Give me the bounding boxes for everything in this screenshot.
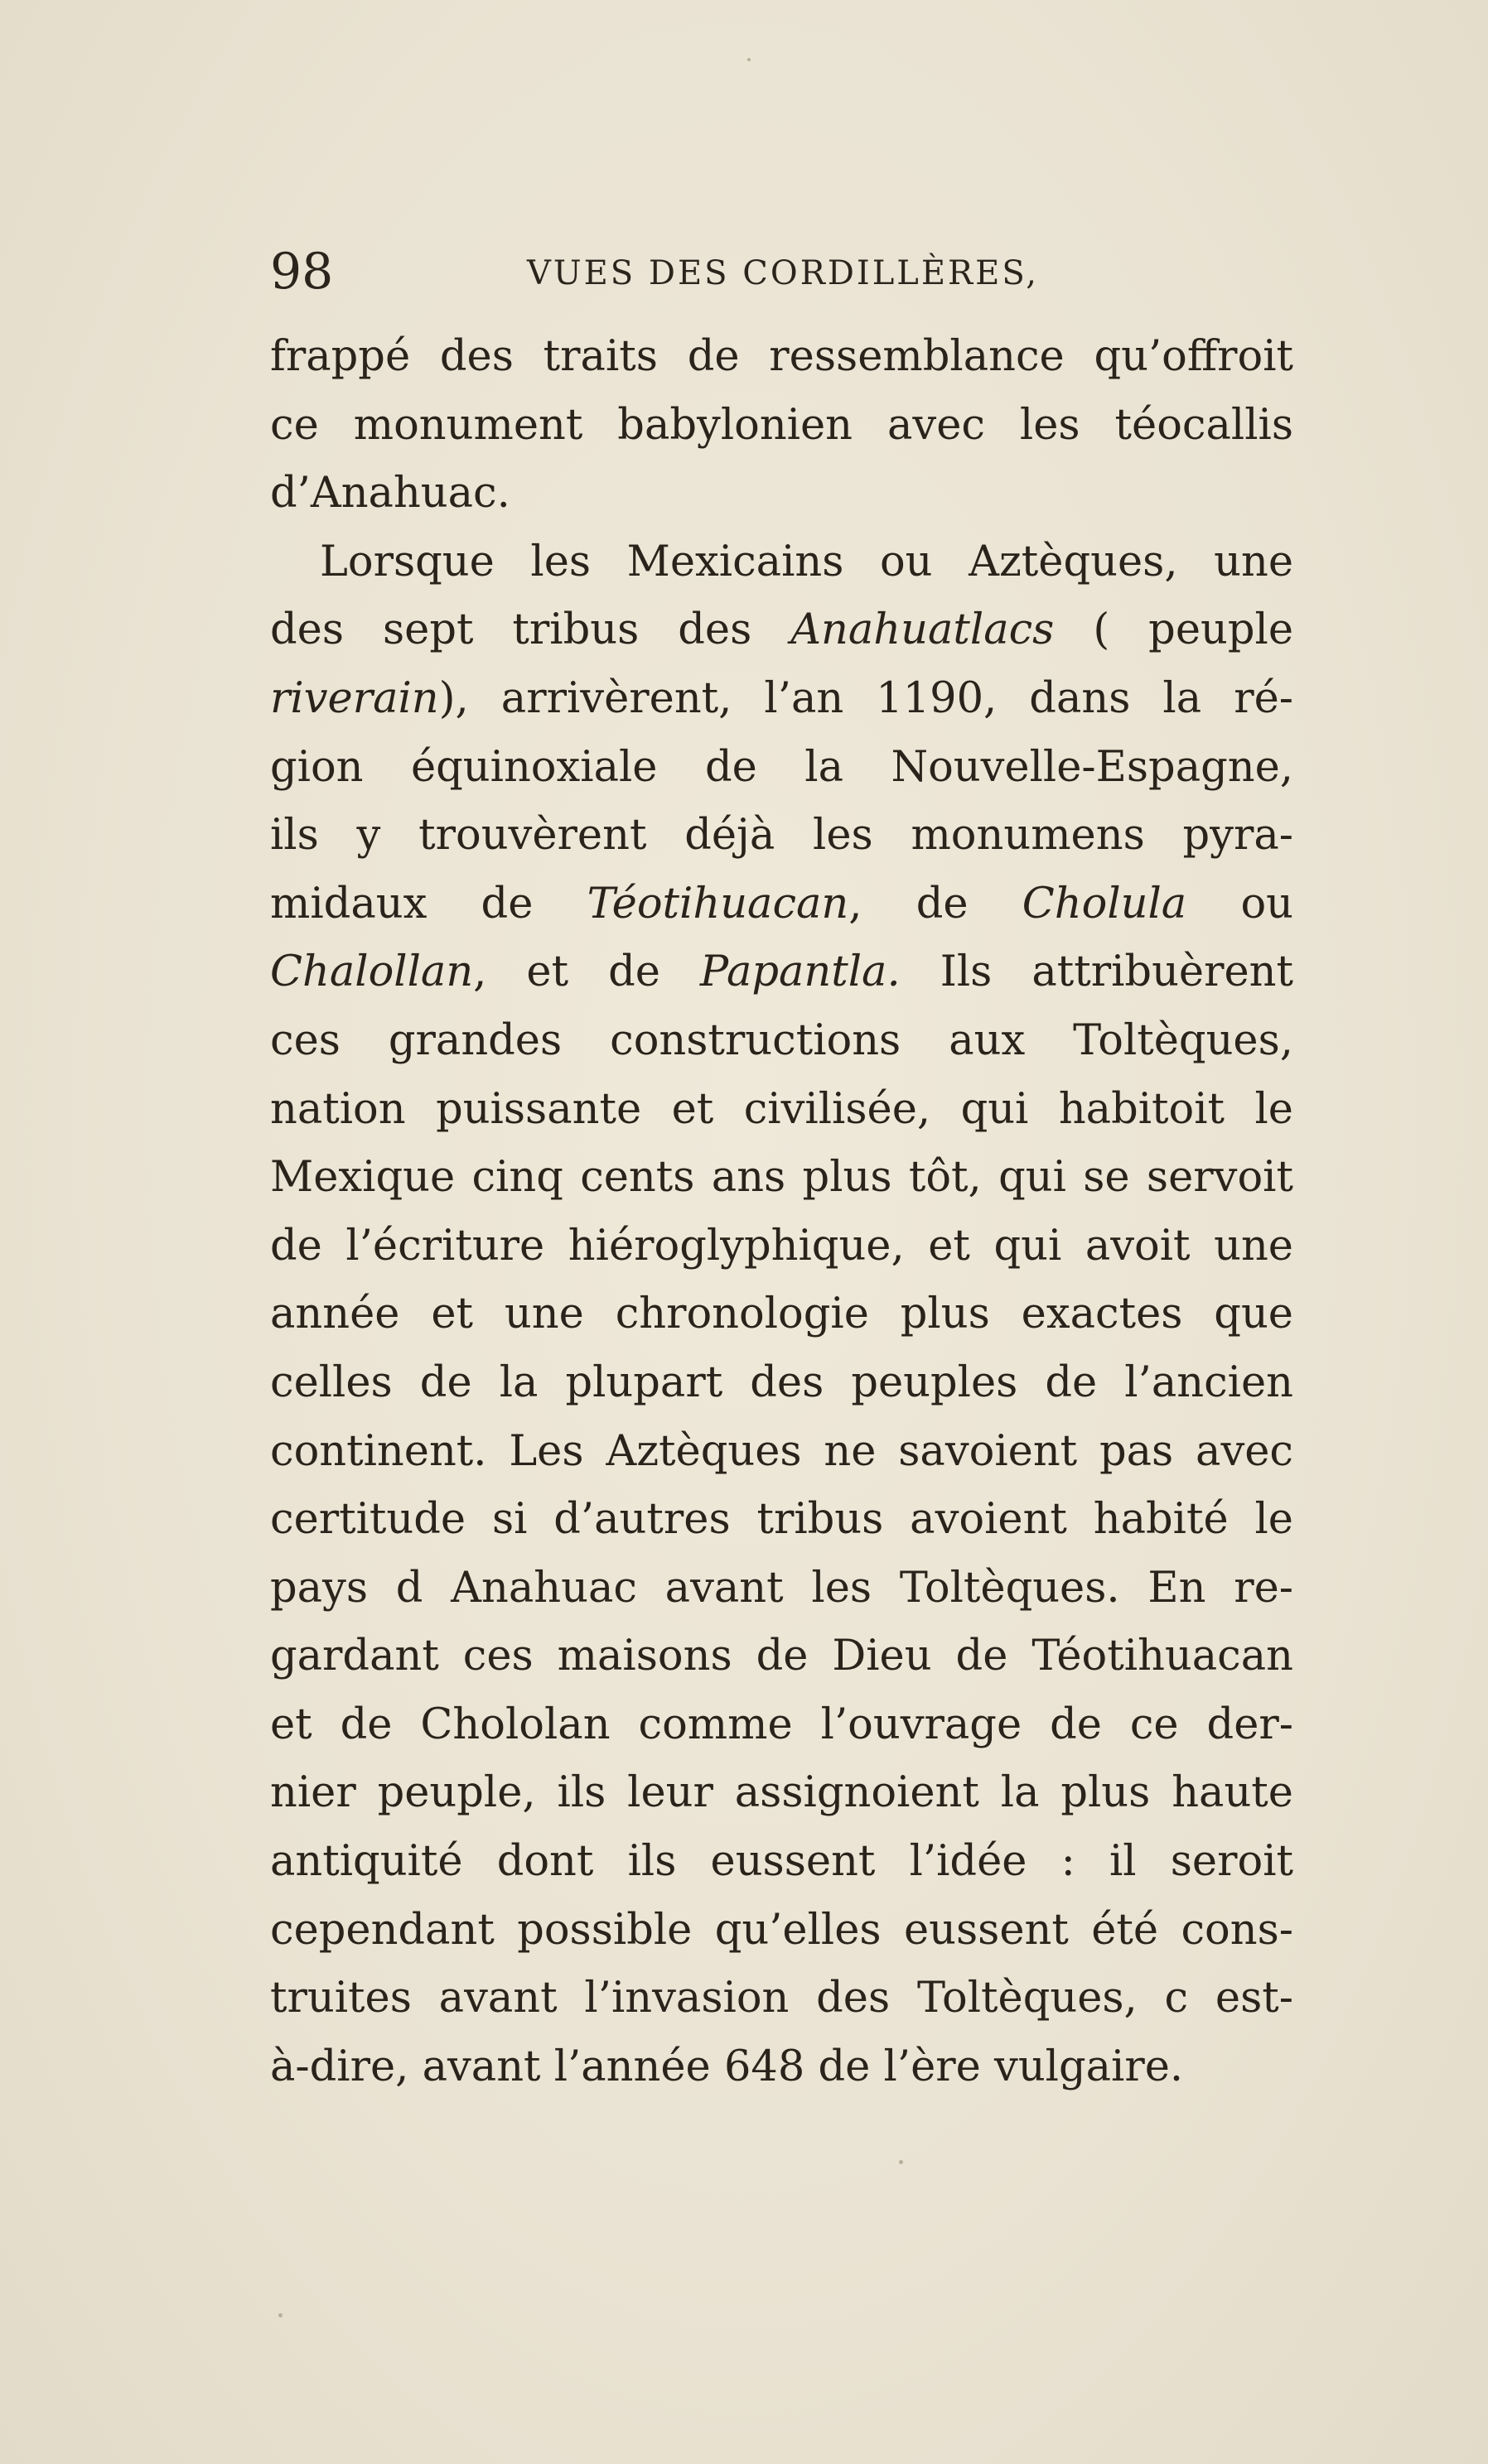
text-line: ils y trouvèrent déjà les monumens pyra- xyxy=(270,811,1293,861)
text-line: ces grandes constructions aux Toltèques, xyxy=(270,1015,1293,1065)
text-line: certitude si d’autres tribus avoient habité le xyxy=(270,1495,1293,1545)
text-line: celles de la plupart des peuples de l’ancien xyxy=(270,1357,1293,1407)
page-header xyxy=(270,239,1099,313)
text-line: à-dire, avant l’année 648 de l’ère vulgaire. xyxy=(270,2042,1184,2091)
paper-speck xyxy=(747,58,751,61)
text-line: d’Anahuac. xyxy=(270,469,510,518)
text-line: gion équinoxiale de la Nouvelle-Espagne, xyxy=(270,742,1293,792)
running-head: VUES DES CORDILLÈRES, xyxy=(527,254,1040,292)
text-line: midaux de Téotihuacan, de Cholula ou xyxy=(270,879,1293,928)
italic-term: Chalollan xyxy=(270,948,474,997)
text-line: cependant possible qu’elles eussent été cons- xyxy=(270,1905,1293,1955)
text-line: Lorsque les Mexicains ou Aztèques, une xyxy=(320,537,1293,586)
text-line: des sept tribus des Anahuatlacs ( peuple xyxy=(270,605,1293,655)
text-line: ce monument babylonien avec les téocallis xyxy=(270,400,1293,450)
text-line: pays d Anahuac avant les Toltèques. En re- xyxy=(270,1563,1293,1613)
text-line: continent. Les Aztèques ne savoient pas avec xyxy=(270,1426,1293,1476)
italic-term: Cholula xyxy=(1022,879,1187,928)
text-line: nier peuple, ils leur assignoient la plus haute xyxy=(270,1768,1293,1818)
page-number: 98 xyxy=(270,243,334,301)
text-line: riverain), arrivèrent, l’an 1190, dans la ré- xyxy=(270,673,1293,723)
text-line: gardant ces maisons de Dieu de Téotihuacan xyxy=(270,1632,1293,1681)
text-line: frappé des traits de ressemblance qu’offroit xyxy=(270,332,1293,381)
text-line: truites avant l’invasion des Toltèques, c est- xyxy=(270,1974,1293,2023)
italic-term: Anahuatlacs xyxy=(790,605,1055,655)
text-line: nation puissante et civilisée, qui habitoit le xyxy=(270,1084,1293,1134)
paper-speck xyxy=(278,2313,283,2317)
italic-term: riverain xyxy=(270,673,439,723)
text-line: de l’écriture hiéroglyphique, et qui avoit une xyxy=(270,1221,1293,1271)
italic-term: Papantla. xyxy=(699,948,901,997)
text-line: antiquité dont ils eussent l’idée : il seroit xyxy=(270,1837,1293,1887)
italic-term: Téotihuacan xyxy=(587,879,849,928)
text-line: année et une chronologie plus exactes que xyxy=(270,1290,1293,1339)
text-line: Chalollan, et de Papantla. Ils attribuèrent xyxy=(270,948,1293,997)
text-line: et de Chololan comme l’ouvrage de ce der- xyxy=(270,1700,1293,1749)
text-line: Mexique cinq cents ans plus tôt, qui se servoit xyxy=(270,1153,1293,1203)
body-text xyxy=(270,323,1293,2101)
paper-speck xyxy=(899,2160,903,2164)
